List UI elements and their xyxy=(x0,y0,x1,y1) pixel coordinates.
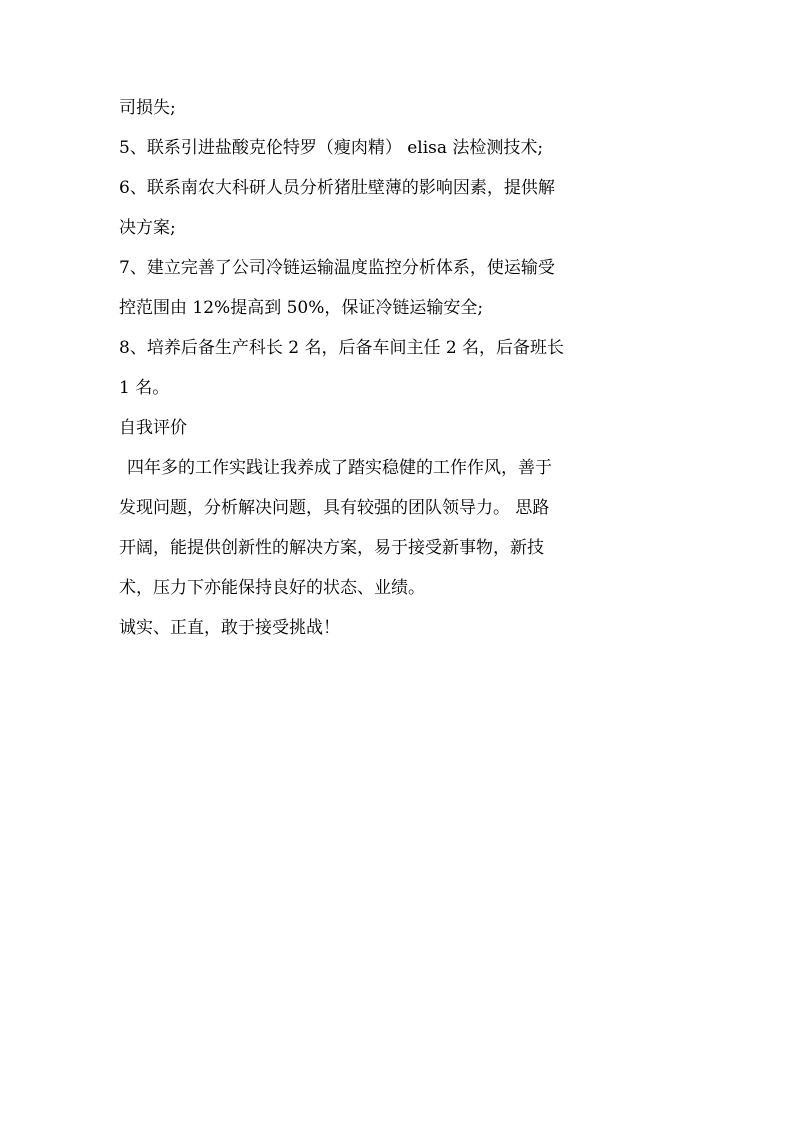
text-line-loss: 司损失; xyxy=(119,98,176,118)
self-evaluation-paragraph-line-1: 四年多的工作实践让我养成了踏实稳健的工作作风，善于 xyxy=(127,458,552,478)
section-heading-self-evaluation: 自我评价 xyxy=(119,418,187,438)
list-item-8: 8、培养后备生产科长 2 名，后备车间主任 2 名，后备班长 xyxy=(119,338,565,358)
list-item-7-continued: 控范围由 12%提高到 50%，保证冷链运输安全; xyxy=(119,298,484,318)
self-evaluation-paragraph-line-2: 发现问题，分析解决问题，具有较强的团队领导力。 思路 xyxy=(119,498,550,518)
self-evaluation-paragraph-line-4: 术，压力下亦能保持良好的状态、业绩。 xyxy=(119,578,425,598)
list-item-5: 5、联系引进盐酸克伦特罗（瘦肉精） elisa 法检测技术; xyxy=(119,138,544,158)
list-item-7: 7、建立完善了公司冷链运输温度监控分析体系，使运输受 xyxy=(119,258,555,278)
list-item-6: 6、联系南农大科研人员分析猪肚壁薄的影响因素，提供解 xyxy=(119,178,555,198)
self-evaluation-paragraph-line-3: 开阔，能提供创新性的解决方案，易于接受新事物，新技 xyxy=(119,538,544,558)
closing-statement: 诚实、正直，敢于接受挑战！ xyxy=(119,618,340,638)
document-body xyxy=(119,88,689,648)
list-item-6-continued: 决方案; xyxy=(119,218,176,238)
list-item-8-continued: 1 名。 xyxy=(119,378,170,398)
